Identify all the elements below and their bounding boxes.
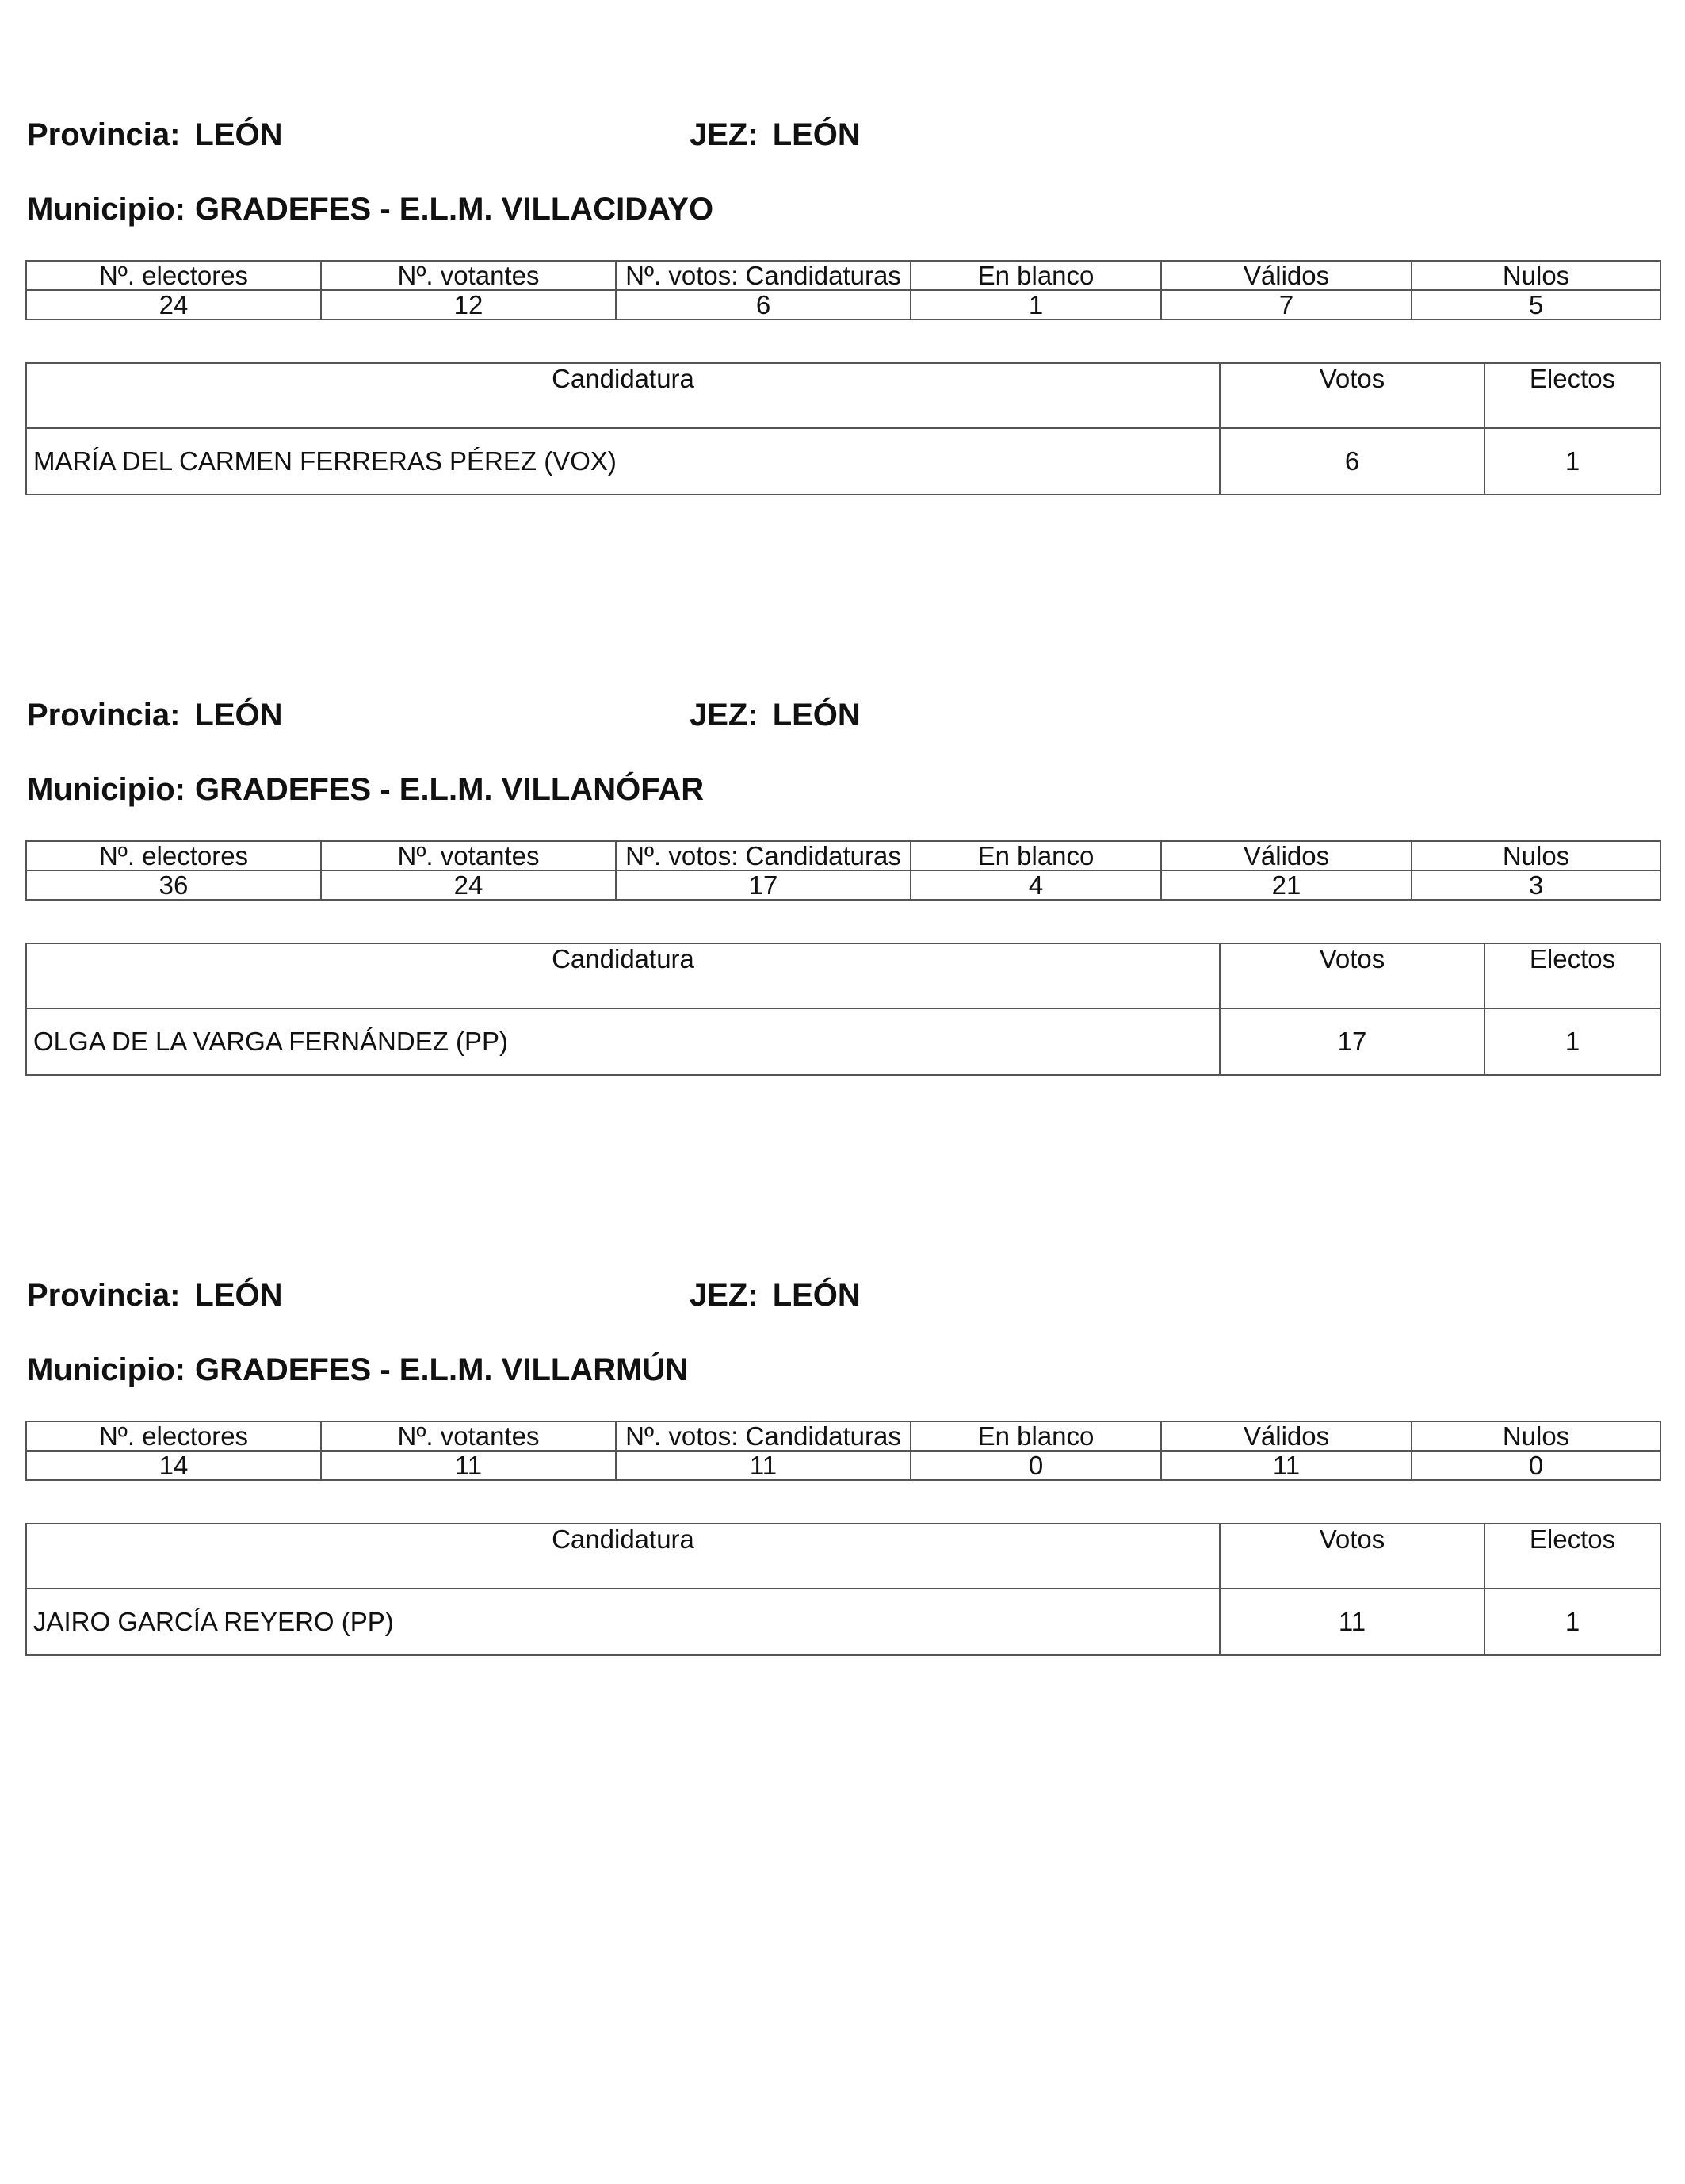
provincia-line — [27, 1279, 283, 1311]
municipio-line — [27, 1354, 688, 1386]
jez-label: JEZ: — [690, 698, 758, 732]
candidates-table — [25, 943, 1661, 1076]
jez-line — [690, 699, 861, 731]
stats-value-row — [26, 870, 1660, 900]
stats-value-cell: 11 — [1161, 1451, 1412, 1480]
stats-value-cell: 3 — [1412, 870, 1660, 900]
stats-value-cell: 24 — [26, 290, 321, 319]
stats-value-cell: 12 — [321, 290, 616, 319]
candidate-name: OLGA DE LA VARGA FERNÁNDEZ (PP) — [26, 1008, 1220, 1075]
stats-header-cell: Nulos — [1412, 841, 1660, 870]
stats-value-cell: 21 — [1161, 870, 1412, 900]
municipio-label: Municipio: — [27, 1352, 185, 1387]
municipio-line — [27, 193, 713, 225]
votos-header: Votos — [1220, 943, 1484, 1008]
jez-line — [690, 119, 861, 151]
candidate-row — [26, 1008, 1660, 1075]
candidate-votos: 6 — [1220, 428, 1484, 495]
stats-value-cell: 0 — [911, 1451, 1161, 1480]
stats-value-row — [26, 290, 1660, 319]
stats-header-cell: Válidos — [1161, 261, 1412, 290]
jez-label: JEZ: — [690, 117, 758, 152]
stats-value-cell: 7 — [1161, 290, 1412, 319]
stats-header-cell: Nº. electores — [26, 261, 321, 290]
stats-header-cell: En blanco — [911, 261, 1161, 290]
stats-header-cell: Nº. votos: Candidaturas — [616, 841, 911, 870]
stats-value-cell: 4 — [911, 870, 1161, 900]
candidatura-header: Candidatura — [26, 363, 1220, 428]
jez-label: JEZ: — [690, 1278, 758, 1313]
stats-header-cell: Nº. votos: Candidaturas — [616, 261, 911, 290]
stats-value-cell: 14 — [26, 1451, 321, 1480]
municipio-value: GRADEFES - E.L.M. VILLARMÚN — [194, 1352, 689, 1387]
stats-header-row — [26, 1421, 1660, 1451]
provincia-line — [27, 119, 283, 151]
candidate-votos: 11 — [1220, 1589, 1484, 1655]
provincia-label: Provincia: — [27, 1278, 181, 1313]
provincia-value: LEÓN — [194, 1278, 283, 1313]
candidate-votos: 17 — [1220, 1008, 1484, 1075]
stats-header-cell: En blanco — [911, 1421, 1161, 1451]
candidatura-header: Candidatura — [26, 943, 1220, 1008]
votos-header: Votos — [1220, 1524, 1484, 1589]
stats-value-cell: 0 — [1412, 1451, 1660, 1480]
stats-value-cell: 24 — [321, 870, 616, 900]
municipio-value: GRADEFES - E.L.M. VILLANÓFAR — [194, 772, 705, 807]
candidates-header-row — [26, 943, 1660, 1008]
stats-header-cell: Válidos — [1161, 841, 1412, 870]
municipio-label: Municipio: — [27, 772, 185, 807]
stats-header-cell: En blanco — [911, 841, 1161, 870]
provincia-value: LEÓN — [194, 698, 283, 732]
stats-value-cell: 1 — [911, 290, 1161, 319]
candidate-electos: 1 — [1484, 1589, 1660, 1655]
candidatura-header: Candidatura — [26, 1524, 1220, 1589]
stats-header-cell: Nulos — [1412, 261, 1660, 290]
stats-header-cell: Nº. votos: Candidaturas — [616, 1421, 911, 1451]
electos-header: Electos — [1484, 1524, 1660, 1589]
stats-header-cell: Nº. votantes — [321, 261, 616, 290]
jez-value: LEÓN — [772, 117, 861, 152]
candidate-name: MARÍA DEL CARMEN FERRERAS PÉREZ (VOX) — [26, 428, 1220, 495]
stats-header-cell: Nº. electores — [26, 1421, 321, 1451]
candidates-table — [25, 362, 1661, 495]
candidates-header-row — [26, 363, 1660, 428]
candidate-electos: 1 — [1484, 428, 1660, 495]
candidate-name: JAIRO GARCÍA REYERO (PP) — [26, 1589, 1220, 1655]
stats-table — [25, 1421, 1661, 1481]
jez-line — [690, 1279, 861, 1311]
provincia-value: LEÓN — [194, 117, 283, 152]
candidate-row — [26, 428, 1660, 495]
electos-header: Electos — [1484, 943, 1660, 1008]
jez-value: LEÓN — [772, 1278, 861, 1313]
stats-header-cell: Nº. votantes — [321, 1421, 616, 1451]
municipio-value: GRADEFES - E.L.M. VILLACIDAYO — [194, 192, 714, 227]
provincia-label: Provincia: — [27, 698, 181, 732]
stats-header-cell: Válidos — [1161, 1421, 1412, 1451]
jez-value: LEÓN — [772, 698, 861, 732]
stats-value-cell: 6 — [616, 290, 911, 319]
stats-value-cell: 17 — [616, 870, 911, 900]
candidates-table — [25, 1523, 1661, 1656]
electos-header: Electos — [1484, 363, 1660, 428]
municipio-line — [27, 774, 704, 805]
votos-header: Votos — [1220, 363, 1484, 428]
stats-table — [25, 840, 1661, 901]
stats-value-cell: 5 — [1412, 290, 1660, 319]
provincia-label: Provincia: — [27, 117, 181, 152]
candidate-electos: 1 — [1484, 1008, 1660, 1075]
stats-table — [25, 260, 1661, 320]
stats-header-cell: Nº. electores — [26, 841, 321, 870]
stats-header-row — [26, 261, 1660, 290]
stats-header-cell: Nulos — [1412, 1421, 1660, 1451]
stats-value-row — [26, 1451, 1660, 1480]
stats-value-cell: 11 — [616, 1451, 911, 1480]
stats-header-row — [26, 841, 1660, 870]
candidate-row — [26, 1589, 1660, 1655]
municipio-label: Municipio: — [27, 192, 185, 227]
provincia-line — [27, 699, 283, 731]
candidates-header-row — [26, 1524, 1660, 1589]
stats-value-cell: 11 — [321, 1451, 616, 1480]
stats-header-cell: Nº. votantes — [321, 841, 616, 870]
stats-value-cell: 36 — [26, 870, 321, 900]
